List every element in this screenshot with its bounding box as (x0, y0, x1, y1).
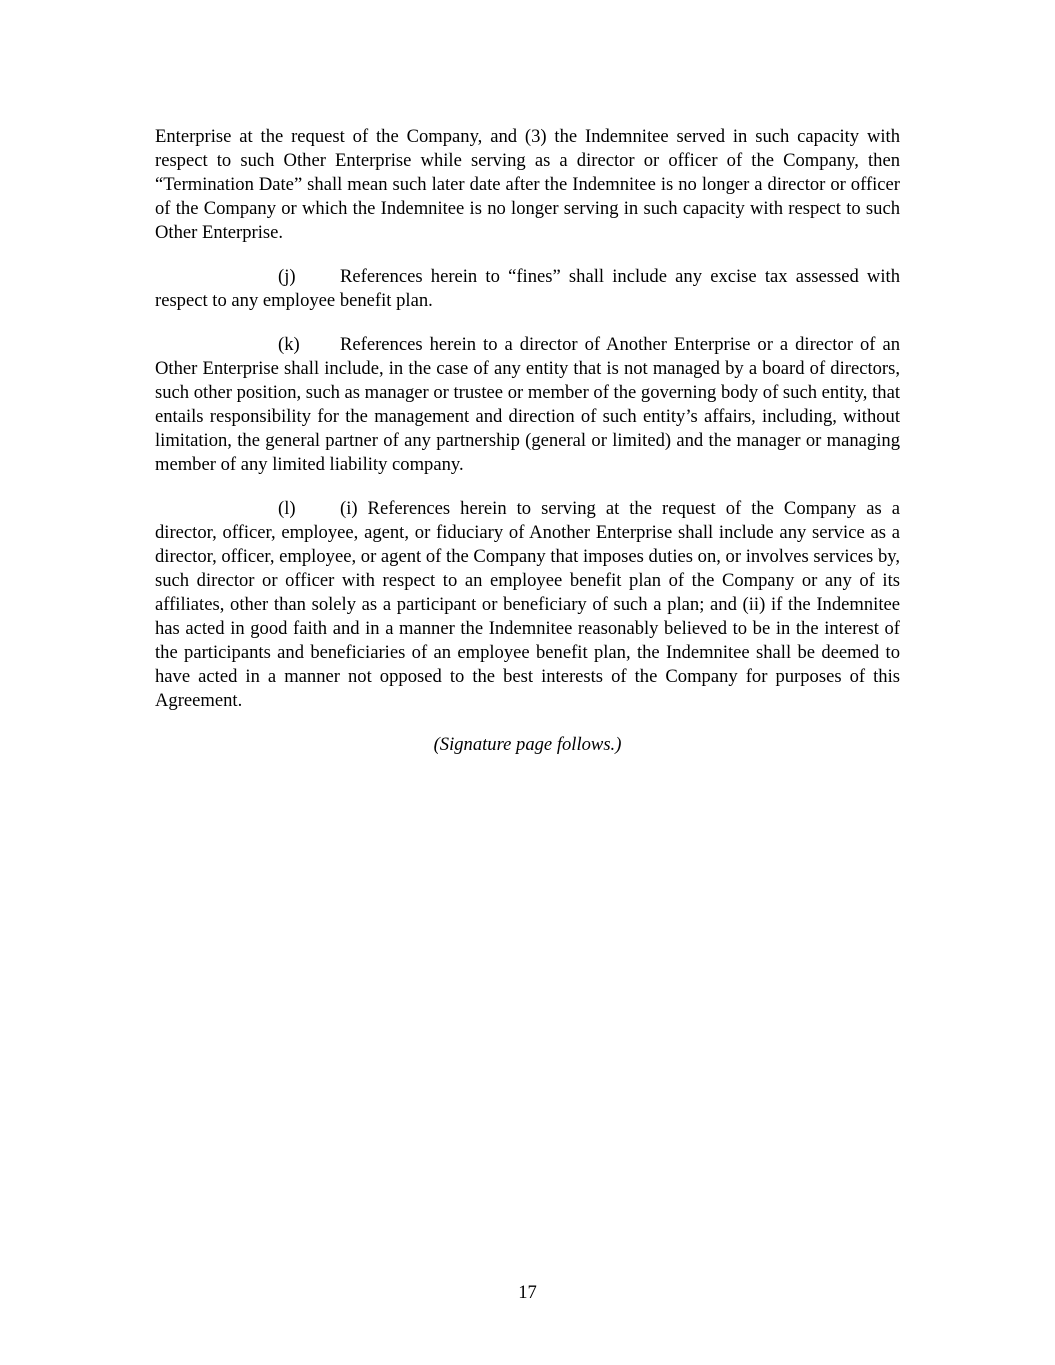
page-number: 17 (518, 1282, 537, 1303)
section-label: (l) (278, 498, 296, 519)
continuation-paragraph: Enterprise at the request of the Company, and (3) the Indemnitee served in such capacity with respect to such Other Enterprise while serving as a director or officer of the Company, then “Termination Date” shall mean such later date after the Indemnitee is no longer a director or officer of the Company or which the Indemnitee is no longer serving in such capacity with respect to such Other Enterprise. (155, 126, 900, 243)
section-text: References herein to “fines” shall include any excise tax assessed with respect to any employee benefit plan. (155, 266, 900, 311)
section-text: (i) References herein to serving at the request of the Company as a director, officer, employee, agent, or fiduciary of Another Enterprise shall include any service as a director, officer, employee, or agent of the Company that imposes duties on, or involves services by, such director or officer with respect to an employee benefit plan of the Company or any of its affiliates, other than solely as a participant or beneficiary of such a plan; and (ii) if the Indemnitee has acted in good faith and in a manner the Indemnitee reasonably believed to be in the interest of the participants and beneficiaries of an employee benefit plan, the Indemnitee shall be deemed to have acted in a manner not opposed to the best interests of the Company for purposes of this Agreement. (155, 498, 900, 711)
signature-page-note: (Signature page follows.) (433, 734, 622, 755)
section-k (155, 333, 900, 477)
section-text: References herein to a director of Another Enterprise or a director of an Other Enterprise shall include, in the case of any entity that is not managed by a board of directors, such other position, such as manager or trustee or member of the governing body of such entity, that entails responsibility for the management and direction of such entity’s affairs, including, without limitation, the general partner of any partnership (general or limited) and the manager or managing member of any limited liability company. (155, 334, 900, 475)
section-label: (k) (278, 334, 300, 355)
section-label: (j) (278, 266, 296, 287)
section-j (155, 265, 900, 313)
page-body (155, 125, 900, 757)
section-l (155, 497, 900, 713)
